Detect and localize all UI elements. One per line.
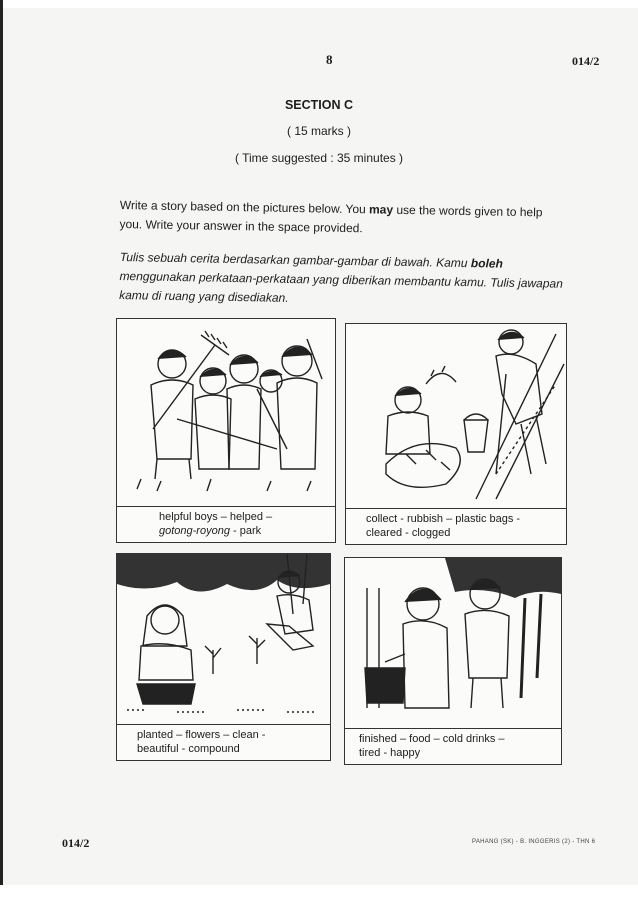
panel-4-caption-line2: tired - happy xyxy=(359,747,421,759)
panel-2-caption xyxy=(346,508,566,544)
panel-2-caption-line1: collect - rubbish – plastic bags - xyxy=(366,513,521,525)
footer-school-info: PAHANG (SK) - B. INGGERIS (2) - THN 6 xyxy=(472,839,596,845)
page-number: 8 xyxy=(326,52,333,67)
instructions-english-part2: use the words given to help you. Write your answer in the space provided. xyxy=(119,202,543,236)
instructions-malay-part2: menggunakan perkataan-perkataan yang diberikan membantu kamu. Tulis jawapan kamu di ruang yang disediakan. xyxy=(119,268,563,305)
instructions-english-part1: Write a story based on the pictures below. You xyxy=(119,197,370,217)
planting-flowers-illustration xyxy=(117,554,330,720)
collecting-rubbish-illustration xyxy=(346,324,566,502)
panel-3-caption-line2: beautiful - compound xyxy=(137,743,240,755)
top-margin xyxy=(0,0,638,8)
panel-1-caption-line1: helpful boys – helped – xyxy=(159,511,273,523)
panel-3-caption xyxy=(117,724,330,760)
paper-code-footer: 014/2 xyxy=(62,836,90,850)
picture-panel-1 xyxy=(116,318,336,543)
panel-1-caption-italic: gotong-royong xyxy=(159,525,230,537)
food-drinks-illustration xyxy=(345,558,561,724)
instructions-english-bold: may xyxy=(368,202,394,217)
panel-1-caption xyxy=(117,506,335,542)
panel-4-caption-line1: finished – food – cold drinks – xyxy=(359,733,505,745)
picture-panel-4 xyxy=(344,557,562,765)
boys-with-tools-illustration xyxy=(117,319,335,499)
panel-1-caption-line2 xyxy=(159,524,335,538)
panel-2-caption-line2: cleared - clogged xyxy=(366,527,451,539)
panel-1-caption-rest: - park xyxy=(229,525,262,537)
time-suggested: ( Time suggested : 35 minutes ) xyxy=(234,151,404,165)
section-marks: ( 15 marks ) xyxy=(286,124,351,138)
bottom-margin xyxy=(0,885,638,903)
instructions-malay xyxy=(119,248,570,313)
panel-3-caption-line1: planted – flowers – clean - xyxy=(137,729,266,741)
instructions-malay-part1: Tulis sebuah cerita berdasarkan gambar-gambar di bawah. Kamu xyxy=(119,249,471,271)
panel-4-caption xyxy=(345,728,561,764)
picture-panel-3 xyxy=(116,553,331,761)
paper-code-header: 014/2 xyxy=(572,54,600,68)
instructions-english xyxy=(119,196,560,242)
picture-panel-2 xyxy=(345,323,567,545)
instructions-malay-bold: boleh xyxy=(470,256,503,271)
section-title: SECTION C xyxy=(284,98,354,112)
